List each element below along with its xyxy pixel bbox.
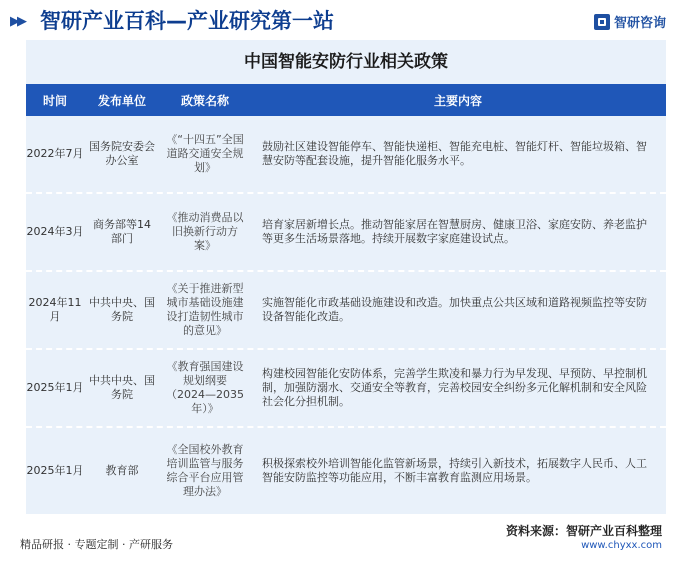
column-header-time: 时间 bbox=[42, 93, 67, 108]
cell-policy: 《关于推进新型城市基础设施建设打造韧性城市的意见》 bbox=[166, 282, 244, 337]
cell-time: 2022年7月 bbox=[26, 147, 84, 160]
table-row bbox=[26, 194, 666, 272]
table-body bbox=[26, 116, 666, 514]
cell-time: 2024年11月 bbox=[28, 296, 82, 323]
cell-time: 2024年3月 bbox=[26, 225, 84, 238]
column-header-content: 主要内容 bbox=[433, 93, 482, 108]
cell-content: 实施智能化市政基础设施建设和改造。加快重点公共区域和道路视频监控等安防设备智能化改造。 bbox=[262, 296, 647, 323]
brand-logo-icon bbox=[594, 14, 610, 30]
cell-content: 积极探索校外培训智能化监管新场景，持续引入新技术，拓展数字人民币、人工智能安防监控等功能应用，不断丰富教育监测应用场景。 bbox=[262, 457, 647, 484]
cell-policy: 《教育强国建设规划纲要（2024—2035年）》 bbox=[166, 360, 244, 415]
policy-table-panel bbox=[26, 40, 666, 514]
table-row bbox=[26, 428, 666, 514]
cell-content: 培育家居新增长点。推动智能家居在智慧厨房、健康卫浴、家庭安防、养老监护等更多生活场景落地。持续开展数字家庭建设试点。 bbox=[262, 218, 647, 245]
table-title: 中国智能安防行业相关政策 bbox=[244, 52, 448, 72]
page-header bbox=[0, 0, 678, 40]
data-source: 资料来源：智研产业百科整理 bbox=[505, 524, 662, 538]
brand-name: 智研咨询 bbox=[613, 16, 666, 31]
column-header-publisher: 发布单位 bbox=[97, 93, 146, 108]
cell-publisher: 中共中央、国务院 bbox=[89, 296, 155, 323]
cell-content: 构建校园智能化安防体系，完善学生欺凌和暴力行为早发现、早预防、早控制机制，加强防溺水、交通安全等教育，完善校园安全纠纷多元化解机制和安全风险社会化分担机制。 bbox=[262, 367, 647, 408]
table-row bbox=[26, 272, 666, 350]
cell-publisher: 中共中央、国务院 bbox=[89, 374, 155, 401]
double-arrow-icon: ▶▶ bbox=[10, 14, 24, 29]
cell-content: 鼓励社区建设智能停车、智能快递柜、智能充电桩、智能灯杆、智能垃圾箱、智慧安防等配套设施，提升智能化服务水平。 bbox=[262, 140, 647, 167]
cell-publisher: 教育部 bbox=[105, 464, 139, 477]
website-link[interactable]: www.chyxx.com bbox=[581, 540, 662, 551]
brand[interactable] bbox=[594, 12, 666, 31]
table-header bbox=[26, 84, 666, 116]
page-footer bbox=[0, 514, 678, 564]
cell-publisher: 国务院安委会办公室 bbox=[89, 140, 155, 167]
table-row bbox=[26, 116, 666, 194]
cell-time: 2025年1月 bbox=[26, 464, 84, 477]
cell-policy: 《推动消费品以旧换新行动方案》 bbox=[166, 211, 244, 252]
site-title: 智研产业百科—产业研究第一站 bbox=[40, 9, 334, 33]
cell-policy: 《“十四五”全国道路交通安全规划》 bbox=[166, 133, 244, 174]
column-header-policy: 政策名称 bbox=[180, 93, 229, 108]
services-tagline: 精品研报 · 专题定制 · 产研服务 bbox=[20, 538, 173, 551]
cell-publisher: 商务部等14部门 bbox=[93, 218, 151, 245]
cell-time: 2025年1月 bbox=[26, 381, 84, 394]
cell-policy: 《全国校外教育培训监管与服务综合平台应用管理办法》 bbox=[166, 443, 244, 498]
table-row bbox=[26, 350, 666, 428]
